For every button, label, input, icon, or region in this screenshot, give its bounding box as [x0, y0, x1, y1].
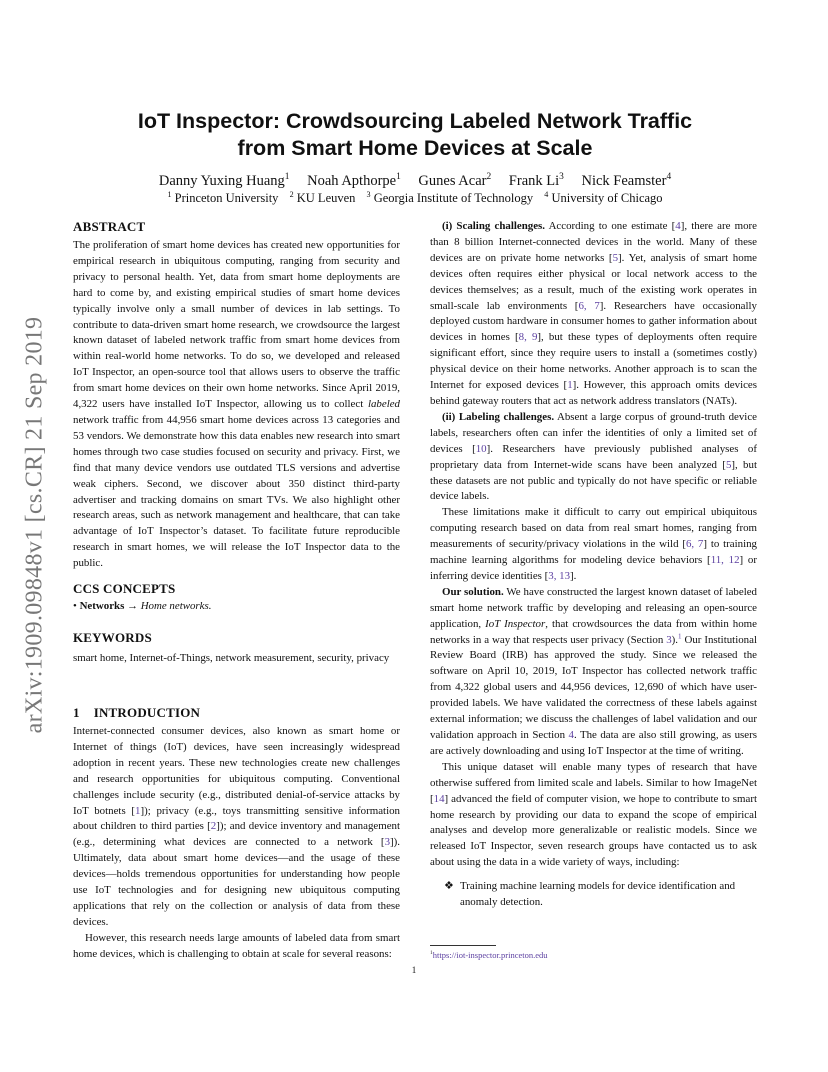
- affiliation: $^3$ Georgia Institute of Technology: [366, 189, 534, 205]
- citation-link[interactable]: 5: [725, 458, 732, 471]
- intro-body: [73, 724, 400, 963]
- citation-link[interactable]: 3, 13: [548, 569, 571, 582]
- labeling-paragraph: (ii) Labeling challenges. Absent a large corpus of ground-truth device labels, researchers often can infer the identities of only a limited set of devices [10]. Researchers have previously published analyses of proprietary data from Internet-wide scans have been analyzed [5], but these datasets are not public and typically do not have specific or reliable device labels.: [430, 410, 757, 503]
- intro-paragraph: Internet-connected consumer devices, also known as smart home or Internet of things (IoT) devices, have seen increasingly widespread adoption in recent years. These new technologies create new challenges and research opportunities for ubiquitous computing. Conventional challenges include security (e.g., distributed denial-of-service attacks by IoT botnets [1]); privacy (e.g., toys transmitting sensitive information about children to third parties [2]); and device inventory and management (e.g., determining what devices are connected to a network [3]). Ultimately, data about smart home devices—and the usage of these devices—holds tremendous opportunities for understanding how people use IoT technologies and for designing new ubiquitous computing applications that rely on the collection or analysis of data from these devices.: [73, 725, 400, 928]
- keywords-heading: KEYWORDS: [73, 630, 152, 645]
- author: Noah Apthorpe$^1$: [307, 172, 401, 189]
- affiliation-list: [90, 191, 740, 206]
- author: Danny Yuxing Huang$^1$: [158, 172, 290, 189]
- paper-title: [90, 108, 740, 162]
- citation-link[interactable]: 2: [210, 820, 217, 833]
- footnote-rule: [430, 945, 496, 946]
- unique-dataset-paragraph: This unique dataset will enable many types of research that have otherwise suffered from limited scale and labels. Similar to how ImageNet [14] advanced the field of computer vision, we hope to contribute to smart home research by providing our data to expand the scope of empirical analyses and develop more generalizable or realistic models. Since we released IoT Inspector, seven research groups have contacted us to ask about using the data in a wide variety of ways, including:: [430, 760, 757, 869]
- author: Gunes Acar$^2$: [418, 172, 492, 189]
- citation-link[interactable]: 4: [675, 220, 681, 232]
- citation-link[interactable]: 11, 12: [710, 554, 740, 567]
- title-line-2: from Smart Home Devices at Scale: [237, 136, 593, 160]
- citation-link[interactable]: 3: [384, 836, 391, 849]
- section-link[interactable]: 4: [568, 729, 574, 741]
- keywords-body: smart home, Internet-of-Things, network measurement, security, privacy: [73, 652, 390, 664]
- scaling-paragraph: (i) Scaling challenges. According to one estimate [4], there are more than 8 billion Internet-connected devices in the world. Many of these devices are on private home networks [5]. Yet, analysis of smart home devices often requires either physical or local network access to the devices themselves; as a result, much of the existing work operates in small-scale lab environments [6, 7]. Researchers have occasionally deployed custom hardware in consumer homes to gather information about devices in homes [8, 9], but these types of deployments often require significant effort, since they require users to install a (sometimes costly) physical device on their home networks. Another approach is to scan the Internet for exposed devices [1]. However, this approach omits devices behind gateway routers that act as network address translators (NATs).: [430, 220, 757, 407]
- citation-link[interactable]: 14: [433, 792, 445, 805]
- citation-link[interactable]: 8, 9: [518, 331, 538, 344]
- abstract-heading: ABSTRACT: [73, 219, 146, 234]
- footnote: $^1$https://iot-inspector.princeton.edu: [430, 950, 548, 960]
- arxiv-identifier: arXiv:1909.09848v1 [cs.CR] 21 Sep 2019: [21, 316, 48, 734]
- ccs-body: • Networks → Home networks.: [73, 600, 212, 612]
- citation-link[interactable]: 5: [612, 251, 619, 264]
- author: Nick Feamster$^4$: [581, 172, 672, 189]
- citation-link[interactable]: 6, 7: [685, 538, 704, 551]
- ccs-heading: CCS CONCEPTS: [73, 581, 176, 596]
- title-line-1: IoT Inspector: Crowdsourcing Labeled Network Traffic: [137, 109, 693, 133]
- affiliation: $^4$ University of Chicago: [544, 189, 663, 205]
- intro-paragraph: However, this research needs large amounts of labeled data from smart home devices, which is challenging to obtain at scale for several reasons:: [73, 931, 400, 960]
- citation-link[interactable]: 1: [135, 804, 141, 817]
- footnote-url-link[interactable]: https://iot-inspector.princeton.edu: [432, 950, 548, 960]
- intro-heading: 1 INTRODUCTION: [73, 705, 201, 720]
- list-item: ❖ Training machine learning models for device identification and anomaly detection.: [444, 880, 736, 909]
- citation-link[interactable]: 6, 7: [578, 299, 600, 312]
- right-column: [430, 219, 757, 911]
- citation-link[interactable]: 10: [475, 442, 487, 455]
- solution-paragraph: Our solution. We have constructed the largest known dataset of labeled smart home network traffic by developing and releasing an open-source application, IoT Inspector, that crowdsources the data from within home networks in a way that respects user privacy (Section 3).$^1$ Our Institutional Review Board (IRB) has approved the study. Since we released the software on April 10, 2019, IoT Inspector has collected network traffic from 4,322 global users and 44,956 devices, 12,690 of which have user-provided labels. We have validated the correctness of these labels against external information; we discuss the challenges of label validation and our validation approach in Section 4. The data are also still growing, as users are actively downloading and using IoT Inspector at the time of writing.: [430, 585, 758, 757]
- affiliation: $^1$ Princeton University: [167, 189, 279, 205]
- arxiv-sidebar-stamp: [12, 290, 58, 760]
- author: Frank Li$^3$: [508, 172, 564, 189]
- diamond-bullet-icon: ❖: [444, 880, 454, 893]
- limitations-paragraph: These limitations make it difficult to carry out empirical ubiquitous computing research based on data from real smart homes, ranging from measurements of security/privacy violations in the wild [6, 7] to training machine learning algorithms for modeling device behaviors [11, 12] or inferring device identities [3, 13].: [430, 506, 758, 582]
- footnote-link[interactable]: 1: [678, 631, 682, 640]
- affiliation: $^2$ KU Leuven: [289, 189, 356, 205]
- section-link[interactable]: 3: [666, 633, 672, 646]
- abstract-body: The proliferation of smart home devices has created new opportunities for empirical research in ubiquitous computing, ranging from security and privacy to personal health. Yet, data from smart home deployments are hard to come by, and existing empirical studies of smart home devices typically involve only a small number of devices in lab settings. To contribute to data-driven smart home research, we crowdsource the largest known dataset of labeled network traffic from smart home devices from within real-world home networks. To do so, we developed and released IoT Inspector, an open-source tool that allows users to observe the traffic from smart home devices on their own home networks. Since April 2019, 4,322 users have installed IoT Inspector, allowing us to collect labeled network traffic from 44,956 smart home devices across 13 categories and 53 vendors. We demonstrate how this data enables new research into smart homes through two case studies focused on security and privacy. First, we find that many device vendors use outdated TLS versions and advertise weak ciphers. Second, we discover about 350 distinct third-party advertiser and tracking domains on smart TVs. We also highlight other research areas, such as network management and healthcare, that can take advantage of IoT Inspector’s dataset. To facilitate future reproducible research in smart homes, we will release the IoT Inspector data to the public.: [73, 239, 400, 570]
- page-number: 1: [411, 965, 417, 975]
- author-list: [90, 173, 740, 190]
- citation-link[interactable]: 1: [567, 379, 573, 392]
